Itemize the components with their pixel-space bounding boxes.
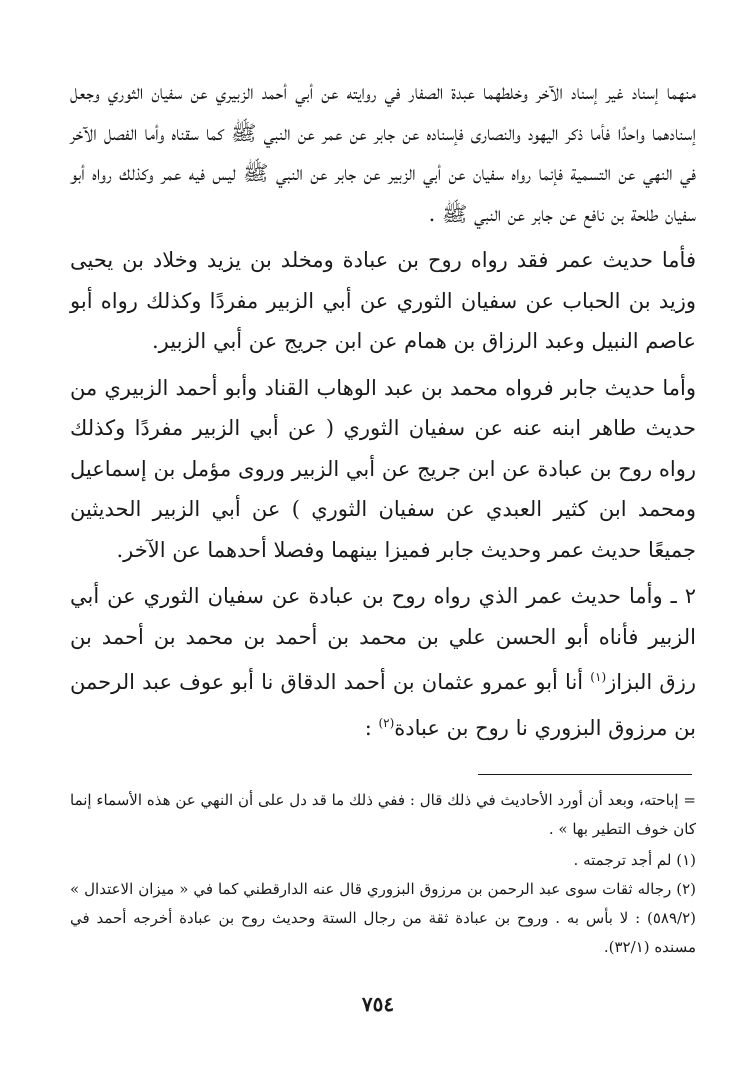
paragraph-4-text: ٢ ـ وأما حديث عمر الذي رواه روح بن عبادة عن سفيان الثوري عن أبي الزبير فأناه أبو الحسن علي بن محمد بن أحمد بن محمد بن أحمد بن رزق البزاز (70, 584, 696, 694)
footnote-2: (٢) رجاله ثقات سوى عبد الرحمن بن مرزوق البزوري قال عنه الدارقطني كما في « ميزان الاعتدال » (٥٨٩/٢) : لا بأس به . وروح بن عبادة ثقة من رجال الستة وحديث روح بن عبادة أخرجه أحمد في مسنده (٣٢/١). (70, 880, 696, 956)
footnote-marker-2: (٢) (378, 715, 395, 730)
paragraph-1: منهما إسناد غير إسناد الآخر وخلطهما عبدة الصفار في روايته عن أبي أحمد الزبيري عن سفيان الثوري وجعل إسنادهما واحدًا فأما ذكر اليهود والنصارى فإسناده عن جابر عن عمر عن النبي ﷺ كما سقناه وأما الفصل الآخر في النهي عن التسمية فإنما رواه سفيان عن أبي الزبير عن جابر عن النبي ﷺ ليس فيه عمر وكذلك رواه أبو سفيان طلحة بن نافع عن جابر عن النبي ﷺ . (70, 80, 696, 226)
footnote-continuation: = إباحته، وبعد أن أورد الأحاديث في ذلك قال : ففي ذلك ما قد دل على أن النهي عن هذه الأسماء إنما كان خوف التطير بها » . (70, 791, 696, 838)
footnote-separator (478, 774, 692, 775)
paragraph-4-text-2: أنا أبو عمرو عثمان بن أحمد الدقاق نا أبو عوف عبد الرحمن بن مرزوق البزوري نا روح بن عبادة (70, 670, 696, 740)
main-text (70, 72, 696, 748)
page-number: ٧٥٤ (361, 992, 395, 1016)
paragraph-2: فأما حديث عمر فقد رواه روح بن عبادة ومخلد بن يزيد وخلاد بن يحيى وزيد بن الحباب عن سفيان الثوري عن أبي الزبير مفردًا وكذلك رواه أبو عاصم النبيل وعبد الرزاق بن همام عن ابن جريج عن أبي الزبير. (70, 248, 696, 353)
paragraph-4 (70, 576, 696, 748)
footnote-marker-1: (١) (590, 670, 607, 684)
paragraph-4-end: : (364, 715, 379, 740)
paragraph-3: وأما حديث جابر فرواه محمد بن عبد الوهاب القناد وأبو أحمد الزبيري من حديث طاهر ابنه عنه عن سفيان الثوري ( عن أبي الزبير مفردًا وكذلك رواه روح بن عبادة عن ابن جريج عن أبي الزبير وروى مؤمل بن إسماعيل ومحمد ابن كثير العبدي عن سفيان الثوري ) عن أبي الزبير الحديثين جميعًا حديث عمر وحديث جابر فميزا بينهما وفصلا أحدهما عن الآخر. (70, 375, 696, 562)
footnotes (70, 786, 696, 962)
footnote-1: (١) لم أجد ترجمته . (573, 851, 696, 869)
